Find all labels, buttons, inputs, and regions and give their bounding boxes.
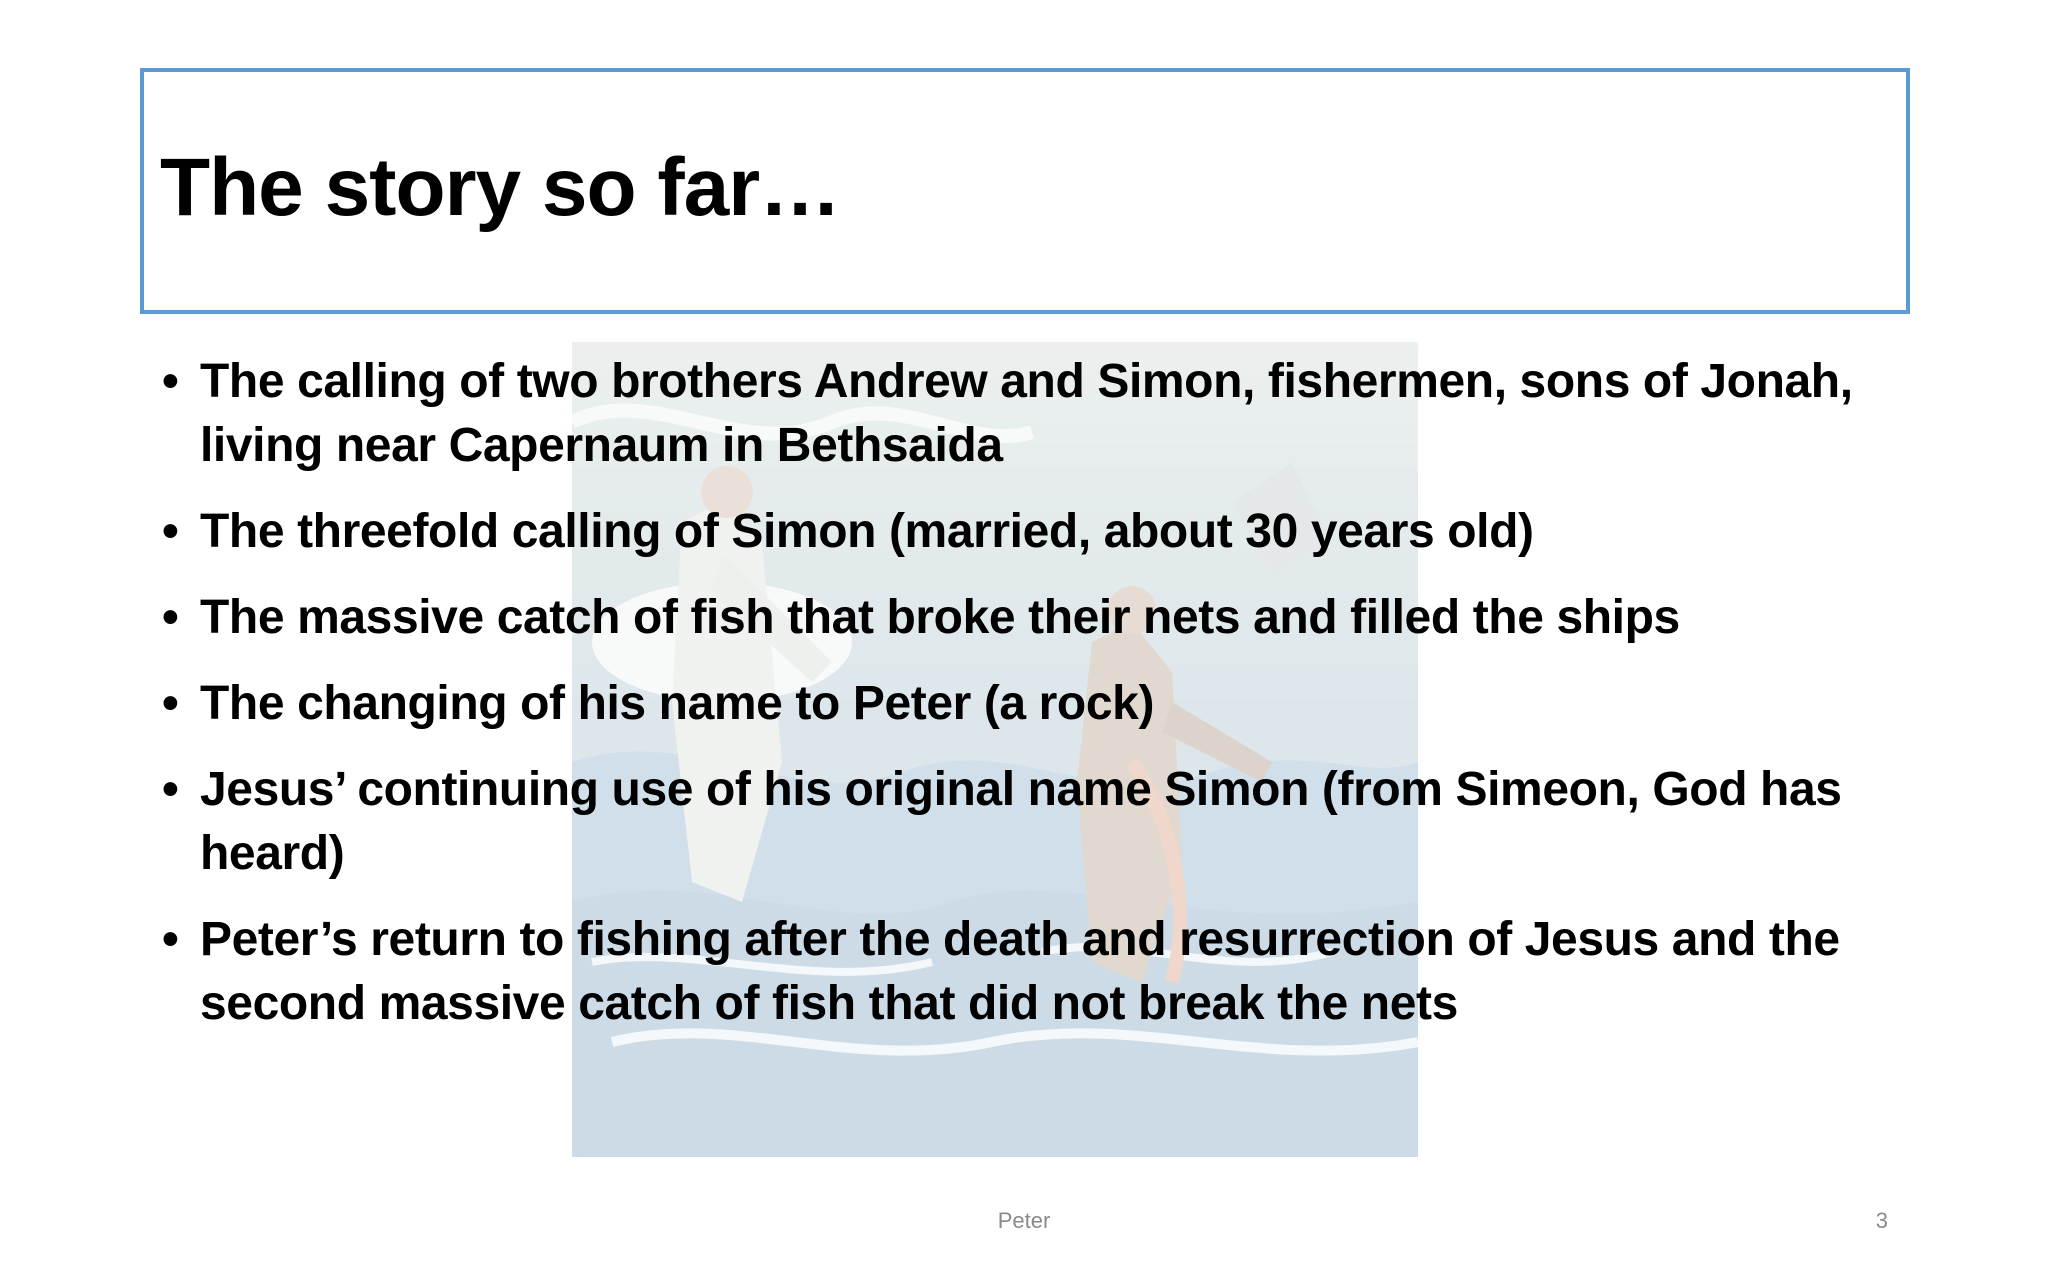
bullet-glyph: • (162, 505, 179, 558)
bullet-glyph: • (162, 591, 179, 644)
bullet-item (160, 908, 1900, 1036)
bullet-text: The changing of his name to Peter (a rock) (200, 677, 1155, 730)
bullet-glyph: • (162, 677, 179, 730)
bullet-glyph: • (162, 355, 179, 408)
bullet-item (160, 350, 1900, 478)
bullet-item (160, 758, 1900, 886)
bullet-list (160, 350, 1900, 1058)
bullet-item (160, 500, 1900, 564)
bullet-glyph: • (162, 913, 179, 966)
bullet-text: The massive catch of fish that broke their nets and filled the ships (200, 591, 1680, 644)
bullet-text: Peter’s return to fishing after the death and resurrection of Jesus and the second massive catch of fish that did not break the nets (200, 913, 1840, 1030)
bullet-text: Jesus’ continuing use of his original name Simon (from Simeon, God has heard) (200, 763, 1842, 880)
bullet-item (160, 586, 1900, 650)
slide-number: 3 (1875, 1208, 1888, 1233)
footer-text: Peter (997, 1208, 1051, 1233)
bullet-item (160, 672, 1900, 736)
slide-title: The story so far… (160, 142, 841, 233)
bullet-text: The threefold calling of Simon (married, about 30 years old) (200, 505, 1534, 558)
bullet-glyph: • (162, 763, 179, 816)
bullet-text: The calling of two brothers Andrew and Simon, fishermen, sons of Jonah, living near Capernaum in Bethsaida (200, 355, 1853, 472)
